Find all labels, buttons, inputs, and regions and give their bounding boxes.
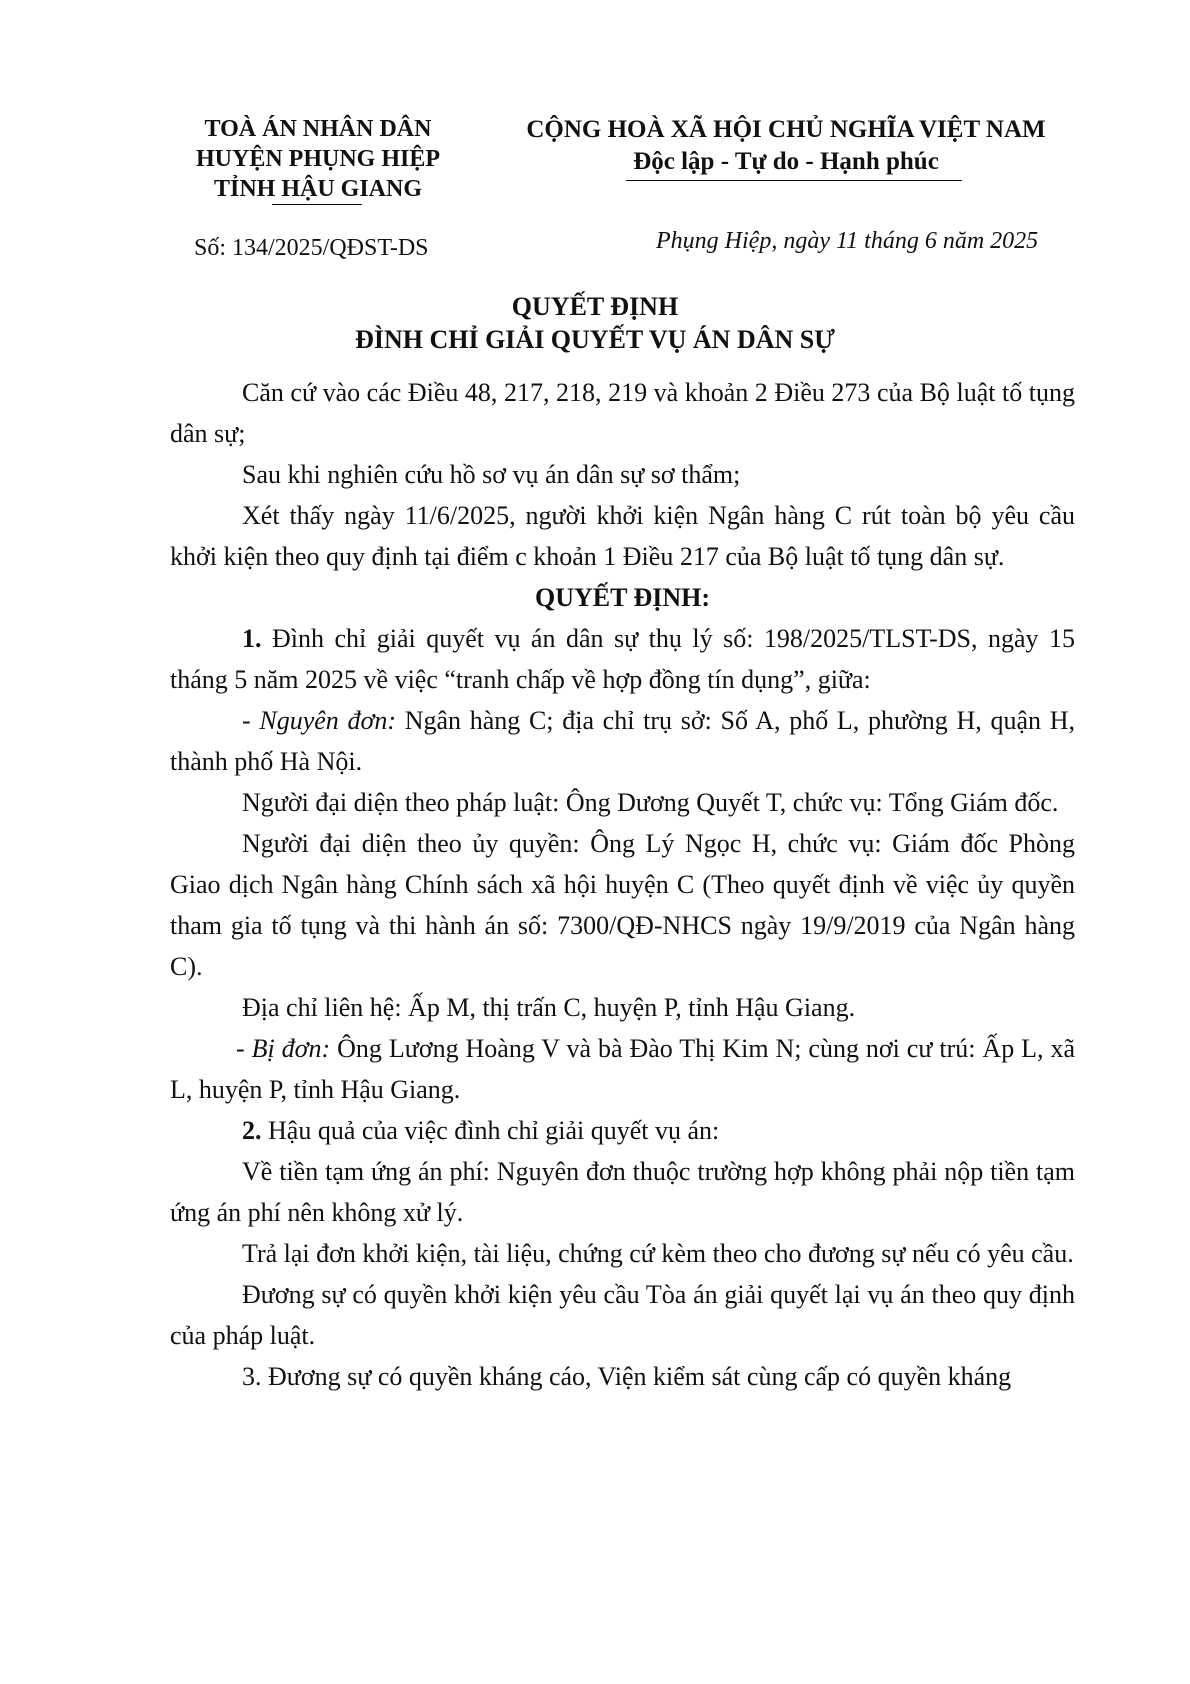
defendant-label: Bị đơn: bbox=[251, 1034, 331, 1063]
plaintiff-dash: - bbox=[242, 706, 260, 735]
defendant-paragraph bbox=[170, 1028, 1075, 1110]
court-name-line3: TỈNH HẬU GIANG bbox=[213, 176, 423, 202]
study-paragraph: Sau khi nghiên cứu hồ sơ vụ án dân sự sơ thẩm; bbox=[242, 460, 741, 489]
document-body bbox=[170, 372, 1075, 1397]
item-2-number: 2. bbox=[242, 1116, 262, 1145]
decision-item-1 bbox=[170, 618, 1075, 700]
court-header-underline bbox=[272, 204, 362, 205]
court-fee-paragraph: Về tiền tạm ứng án phí: Nguyên đơn thuộc trường hợp không phải nộp tiền tạm ứng án phí nên không xử lý. bbox=[170, 1157, 1075, 1227]
contact-address-paragraph: Địa chỉ liên hệ: Ấp M, thị trấn C, huyện P, tỉnh Hậu Giang. bbox=[242, 993, 856, 1022]
decision-item-2 bbox=[170, 1110, 1075, 1151]
document-number: Số: 134/2025/QĐST-DS bbox=[194, 235, 429, 261]
defendant-text: Ông Lương Hoàng V và bà Đào Thị Kim N; cùng nơi cư trú: Ấp L, xã L, huyện P, tỉnh Hậu Giang. bbox=[170, 1034, 1075, 1104]
legal-representative-paragraph: Người đại diện theo pháp luật: Ông Dương Quyết T, chức vụ: Tổng Giám đốc. bbox=[242, 788, 1059, 817]
document-subtitle: ĐÌNH CHỈ GIẢI QUYẾT VỤ ÁN DÂN SỰ bbox=[355, 325, 835, 354]
consideration-paragraph: Xét thấy ngày 11/6/2025, người khởi kiện Ngân hàng C rút toàn bộ yêu cầu khởi kiện theo quy định tại điểm c khoản 1 Điều 217 của Bộ luật tố tụng dân sự. bbox=[170, 501, 1075, 571]
court-name-line2: HUYỆN PHỤNG HIỆP bbox=[195, 146, 440, 172]
item-2-text: Hậu quả của việc đình chỉ giải quyết vụ án: bbox=[261, 1116, 720, 1145]
right-to-sue-paragraph: Đương sự có quyền khởi kiện yêu cầu Tòa án giải quyết lại vụ án theo quy định của pháp luật. bbox=[170, 1280, 1075, 1350]
motto-underline bbox=[626, 180, 962, 181]
plaintiff-text: Ngân hàng C; địa chỉ trụ sở: Số A, phố L, phường H, quận H, thành phố Hà Nội. bbox=[170, 706, 1075, 776]
place-date: Phụng Hiệp, ngày 11 tháng 6 năm 2025 bbox=[656, 228, 1039, 254]
legal-basis-paragraph: Căn cứ vào các Điều 48, 217, 218, 219 và khoản 2 Điều 273 của Bộ luật tố tụng dân sự; bbox=[170, 378, 1075, 448]
authorized-representative-paragraph: Người đại diện theo ủy quyền: Ông Lý Ngọc H, chức vụ: Giám đốc Phòng Giao dịch Ngân hàng Chính sách xã hội huyện C (Theo quyết định về việc ủy quyền tham gia tố tụng và thi hành án số: 7300/QĐ-NHCS ngày 19/9/2019 của Ngân hàng C). bbox=[170, 829, 1075, 981]
national-motto: Độc lập - Tự do - Hạnh phúc bbox=[633, 148, 939, 175]
nation-name: CỘNG HOÀ XÃ HỘI CHỦ NGHĨA VIỆT NAM bbox=[526, 116, 1046, 143]
decision-item-3: 3. Đương sự có quyền kháng cáo, Viện kiểm sát cùng cấp có quyền kháng bbox=[242, 1362, 1012, 1391]
item-1-number: 1. bbox=[242, 624, 262, 653]
national-header bbox=[506, 114, 1066, 178]
court-header bbox=[178, 114, 458, 204]
court-name-line1: TOÀ ÁN NHÂN DÂN bbox=[204, 116, 432, 142]
return-documents-paragraph: Trả lại đơn khởi kiện, tài liệu, chứng cứ kèm theo cho đương sự nếu có yêu cầu. bbox=[242, 1239, 1074, 1268]
document-title: QUYẾT ĐỊNH bbox=[511, 292, 679, 321]
defendant-dash: - bbox=[236, 1034, 252, 1063]
plaintiff-paragraph bbox=[170, 700, 1075, 782]
plaintiff-label: Nguyên đơn: bbox=[259, 706, 397, 735]
decision-heading: QUYẾT ĐỊNH: bbox=[534, 583, 711, 612]
item-1-text: Đình chỉ giải quyết vụ án dân sự thụ lý số: 198/2025/TLST-DS, ngày 15 tháng 5 năm 2025 về việc “tranh chấp về hợp đồng tín dụng”, giữa: bbox=[170, 624, 1075, 694]
